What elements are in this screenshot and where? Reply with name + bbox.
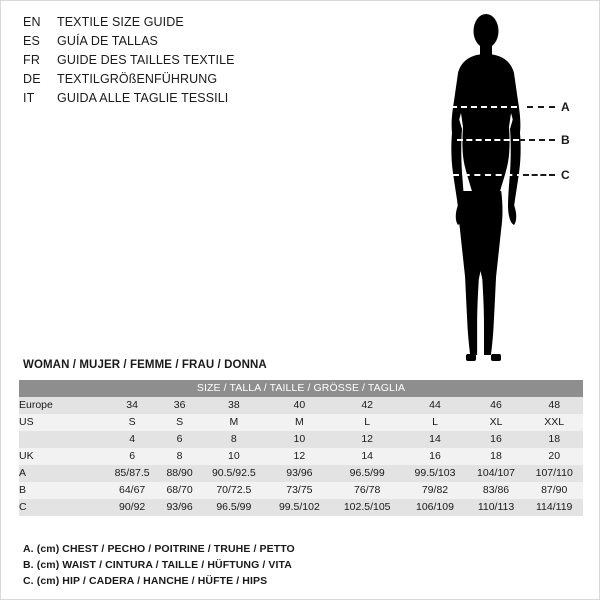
table-cell: 16 — [467, 431, 526, 448]
table-cell: 87/90 — [525, 482, 583, 499]
table-cell: 20 — [525, 448, 583, 465]
row-label: A — [19, 465, 105, 482]
table-cell: 36 — [159, 397, 200, 414]
table-cell: 34 — [105, 397, 159, 414]
table-cell: 44 — [403, 397, 466, 414]
table-row — [19, 431, 583, 448]
table-cell: XXL — [525, 414, 583, 431]
language-row — [23, 34, 353, 53]
table-cell: 93/96 — [268, 465, 331, 482]
table-cell: 99.5/103 — [403, 465, 466, 482]
table-cell: 104/107 — [467, 465, 526, 482]
table-cell: 12 — [331, 431, 403, 448]
measurement-legend — [23, 541, 543, 589]
table-cell: 114/119 — [525, 499, 583, 516]
table-cell: 16 — [403, 448, 466, 465]
table-cell: 42 — [331, 397, 403, 414]
table-cell: XL — [467, 414, 526, 431]
table-cell: 85/87.5 — [105, 465, 159, 482]
table-cell: 102.5/105 — [331, 499, 403, 516]
marker-c-dash-outer — [523, 174, 555, 176]
language-title: TEXTILGRÖßENFÜHRUNG — [57, 72, 218, 86]
table-row — [19, 499, 583, 516]
table-cell: 6 — [159, 431, 200, 448]
row-label: UK — [19, 448, 105, 465]
row-label: Europe — [19, 397, 105, 414]
language-header — [23, 15, 353, 110]
table-cell: 14 — [403, 431, 466, 448]
table-cell: 96.5/99 — [331, 465, 403, 482]
language-row — [23, 72, 353, 91]
row-label — [19, 431, 105, 448]
table-cell: 6 — [105, 448, 159, 465]
table-row — [19, 482, 583, 499]
language-code: ES — [23, 34, 41, 48]
table-cell: 8 — [159, 448, 200, 465]
marker-c-dash-inner — [453, 174, 523, 176]
table-row — [19, 448, 583, 465]
table-cell: 40 — [268, 397, 331, 414]
marker-c-label: C — [561, 168, 570, 182]
marker-a-dash-outer — [527, 106, 555, 108]
marker-b-label: B — [561, 133, 570, 147]
language-title: GUIDE DES TAILLES TEXTILE — [57, 53, 235, 67]
marker-a-label: A — [561, 100, 570, 114]
language-title: TEXTILE SIZE GUIDE — [57, 15, 184, 29]
table-cell: 96.5/99 — [200, 499, 268, 516]
table-cell: 110/113 — [467, 499, 526, 516]
table-cell: S — [159, 414, 200, 431]
table-cell: 76/78 — [331, 482, 403, 499]
table-row — [19, 414, 583, 431]
table-cell: 93/96 — [159, 499, 200, 516]
marker-c — [453, 168, 570, 182]
table-cell: 88/90 — [159, 465, 200, 482]
legend-item-b: B. (cm) WAIST / CINTURA / TAILLE / HÜFTUNG / VITA — [23, 559, 292, 571]
table-cell: 18 — [467, 448, 526, 465]
table-cell: 90.5/92.5 — [200, 465, 268, 482]
table-cell: 64/67 — [105, 482, 159, 499]
table-cell: 106/109 — [403, 499, 466, 516]
row-label: B — [19, 482, 105, 499]
table-cell: 14 — [331, 448, 403, 465]
table-cell: 99.5/102 — [268, 499, 331, 516]
row-label: C — [19, 499, 105, 516]
table-cell: 73/75 — [268, 482, 331, 499]
table-cell: S — [105, 414, 159, 431]
table-cell: L — [331, 414, 403, 431]
table-cell: M — [268, 414, 331, 431]
section-title: WOMAN / MUJER / FEMME / FRAU / DONNA — [23, 359, 267, 371]
table-header-label: SIZE / TALLA / TAILLE / GRÖSSE / TAGLIA — [19, 380, 583, 397]
table-cell: 79/82 — [403, 482, 466, 499]
legend-item-a: A. (cm) CHEST / PECHO / POITRINE / TRUHE / PETTO — [23, 543, 295, 555]
table-cell: 90/92 — [105, 499, 159, 516]
table-cell: 46 — [467, 397, 526, 414]
table-cell: M — [200, 414, 268, 431]
language-code: IT — [23, 91, 35, 105]
table-cell: 83/86 — [467, 482, 526, 499]
marker-a — [451, 100, 570, 114]
language-row — [23, 53, 353, 72]
size-table — [19, 380, 583, 516]
table-cell: 38 — [200, 397, 268, 414]
table-cell: 10 — [200, 448, 268, 465]
language-code: FR — [23, 53, 41, 67]
language-title: GUÍA DE TALLAS — [57, 34, 158, 48]
table-cell: 8 — [200, 431, 268, 448]
marker-a-dash-inner — [451, 106, 527, 108]
table-cell: 107/110 — [525, 465, 583, 482]
language-code: DE — [23, 72, 41, 86]
language-code: EN — [23, 15, 41, 29]
table-cell: L — [403, 414, 466, 431]
marker-b-dash-outer — [519, 139, 555, 141]
silhouette-icon — [421, 9, 591, 369]
marker-b — [457, 133, 570, 147]
female-body-silhouette — [421, 9, 591, 369]
row-label: US — [19, 414, 105, 431]
table-cell: 70/72.5 — [200, 482, 268, 499]
table-cell: 12 — [268, 448, 331, 465]
language-row — [23, 15, 353, 34]
table-cell: 68/70 — [159, 482, 200, 499]
language-row — [23, 91, 353, 110]
language-title: GUIDA ALLE TAGLIE TESSILI — [57, 91, 229, 105]
table-cell: 10 — [268, 431, 331, 448]
table-row — [19, 397, 583, 414]
table-cell: 48 — [525, 397, 583, 414]
table-cell: 18 — [525, 431, 583, 448]
table-cell: 4 — [105, 431, 159, 448]
table-header-row — [19, 380, 583, 397]
table-row — [19, 465, 583, 482]
size-table-wrapper — [19, 380, 583, 516]
legend-item-c: C. (cm) HIP / CADERA / HANCHE / HÜFTE / HIPS — [23, 575, 268, 587]
marker-b-dash-inner — [457, 139, 519, 141]
